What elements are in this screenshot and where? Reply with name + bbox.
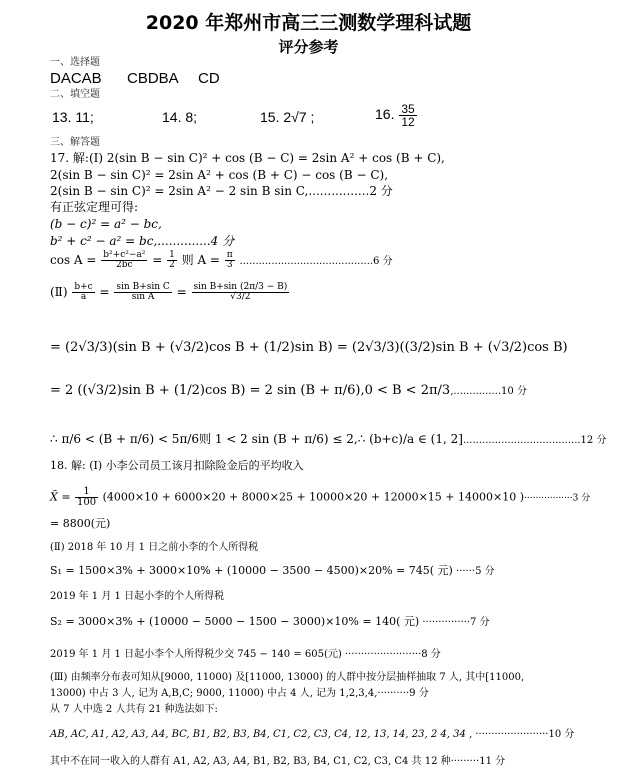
q18-line-11: 从 7 人中选 2 人共有 21 种选法如下: — [50, 704, 218, 715]
half-fraction — [167, 251, 177, 270]
q17-line-5: (b − c)² = a² − bc, — [50, 217, 162, 231]
then-a-equals: 则 A = — [181, 253, 224, 267]
q17-line-11-math: ∴ π/6 < (B + π/6) < 5π/6则 1 < 2 sin (B + π/6) ≤ 2,∴ (b+c)/a ∈ (1, 2] — [50, 432, 463, 446]
fraction-denominator: 3 — [226, 260, 233, 270]
choice-answers-3: CD — [198, 70, 220, 87]
q18-line-12 — [50, 730, 574, 740]
q18-line-4: (Ⅱ) 2018 年 10 月 1 日之前小李的个人所得税 — [50, 542, 259, 553]
fraction-numerator: b+c — [74, 282, 93, 292]
fraction-denominator: sin A — [131, 292, 155, 302]
sin-ratio-fraction — [114, 283, 171, 302]
fraction-numerator: 1 — [169, 250, 175, 260]
equals-sign: = — [152, 253, 167, 267]
score-marker-8: ························8 分 — [341, 649, 441, 660]
section-fill-heading: 二、填空题 — [50, 89, 100, 100]
q17-line-3: 2(sin B − sin C)² = 2sin A² − 2 sin B sin C,................2 分 — [50, 184, 393, 198]
fraction-numerator: 1 — [75, 487, 98, 498]
q17-line-9: = (2√3/3)(sin B + (√3/2)cos B + (1/2)sin B) = (2√3/3)((3/2)sin B + (√3/2)cos B) — [50, 340, 568, 355]
choice-answers-2: CBDBA — [127, 70, 179, 87]
score-marker-10b: ·······················10 分 — [472, 729, 575, 740]
score-marker-6: ..........................................6 分 — [239, 256, 393, 267]
fraction-numerator: sin B+sin C — [116, 282, 170, 292]
fraction-numerator: b²+c²−a² — [103, 250, 146, 260]
cos-a-fraction — [101, 251, 147, 270]
q17-line-11 — [50, 433, 606, 446]
fraction-denominator: 12 — [401, 115, 415, 129]
q17-line-1: 17. 解:(Ⅰ) 2(sin B − sin C)² + cos (B − C) = 2sin A² + cos (B + C), — [50, 151, 445, 165]
sin-sum-fraction — [192, 283, 290, 302]
q17-line-2: 2(sin B − sin C)² = 2sin A² + cos (B + C) − cos (B − C), — [50, 168, 389, 182]
fraction-denominator: 2 — [169, 260, 175, 270]
q18-line-10: 13000) 中占 3 人, 记为 A,B,C; 9000, 11000) 中占 4 人, 记为 1,2,3,4,··········9 分 — [50, 688, 429, 699]
page-title: 2020 年郑州市高三三测数学理科试题 — [145, 12, 472, 34]
q17-line-6: b² + c² − a² = bc,..............4 分 — [50, 234, 235, 248]
q18-line-7 — [50, 616, 490, 628]
one-hundredth-fraction — [75, 487, 98, 508]
q18-line-9: (Ⅲ) 由频率分布表可知从[9000, 11000) 及[11000, 13000) 的人群中按分层抽样抽取 7 人, 其中[11000, — [50, 672, 525, 683]
q17-line-8: (Ⅱ) $\frac{b+c}{a}$ = $\frac{\text{sin B+sin C}}{\text{sin A}}$ = $\frac{\text{sin B+sin (2π/3 − B)}}{√3/2}$ — [50, 282, 288, 302]
fill-answer-13: 13. 11; — [52, 109, 94, 125]
cos-a-label: cos A = — [50, 253, 101, 267]
score-marker-10: ,...............10 分 — [450, 386, 527, 397]
fraction-numerator: 35 — [401, 102, 415, 116]
fill-answer-15: 15. 2√7 ; — [260, 109, 315, 125]
fraction-denominator: a — [80, 292, 87, 302]
tax-difference: 2019 年 1 月 1 日起小李个人所得税少交 745 − 140 = 605(元) — [50, 649, 342, 660]
fill-answer-16-label: 16. — [375, 106, 395, 123]
score-marker-12: .....................................12 分 — [462, 435, 607, 446]
score-marker-5: ······5 分 — [452, 566, 495, 577]
q18-line-1: 18. 解: (Ⅰ) 小李公司员工该月扣除险金后的平均收入 — [50, 459, 304, 472]
page-subtitle: 评分参考 — [278, 38, 339, 56]
fraction-numerator: π — [226, 250, 233, 260]
q18-line-3: = 8800(元) — [50, 517, 111, 530]
fraction-denominator: √3/2 — [230, 292, 251, 302]
mean-symbol: X̄ = — [50, 490, 75, 504]
section-solution-heading: 三、解答题 — [50, 137, 100, 148]
q17-line-7 — [50, 251, 393, 270]
q18-line-5 — [50, 565, 495, 577]
part-ii-label: (Ⅱ) — [50, 285, 68, 299]
section-choice-heading: 一、选择题 — [50, 57, 100, 68]
choice-answers-1: DACAB — [50, 70, 102, 87]
fill-answer-16-fraction — [399, 103, 416, 128]
q18-line-13: 其中不在同一收入的人群有 A1, A2, A3, A4, B1, B2, B3, B4, C1, C2, C3, C4 共 12 种·········11 分 — [50, 756, 506, 767]
q17-line-10-math: = 2 ((√3/2)sin B + (1/2)cos B) = 2 sin (B + π/6),0 < B < 2π/3 — [50, 383, 451, 398]
bc-over-a-fraction — [72, 283, 94, 302]
fraction-denominator: 2bc — [116, 260, 133, 270]
pair-list: AB, AC, A1, A2, A3, A4, BC, B1, B2, B3, B4, C1, C2, C3, C4, 12, 13, 14, 23, 2 4, 34 , — [50, 729, 473, 740]
s1-formula: S₁ = 1500×3% + 3000×10% + (10000 − 3500 − 4500)×20% = 745( 元) — [50, 564, 453, 577]
q17-line-4: 有正弦定理可得: — [50, 200, 139, 214]
mean-sum: (4000×10 + 6000×20 + 8000×25 + 10000×20 + 12000×15 + 14000×10 ) — [102, 490, 525, 504]
score-marker-3: ·················3 分 — [524, 493, 591, 504]
q18-line-6: 2019 年 1 月 1 日起小李的个人所得税 — [50, 591, 225, 602]
s2-formula: S₂ = 3000×3% + (10000 − 5000 − 1500 − 3000)×10% = 140( 元) — [50, 615, 420, 628]
score-marker-7: ···············7 分 — [419, 617, 490, 628]
fraction-numerator: sin B+sin (2π/3 − B) — [193, 282, 288, 292]
q18-line-2 — [50, 487, 590, 508]
q18-line-8 — [50, 650, 441, 660]
pi-third-fraction — [225, 251, 235, 270]
q17-line-10 — [50, 384, 527, 397]
fill-answer-16 — [375, 103, 418, 128]
fill-answer-14: 14. 8; — [162, 109, 198, 125]
fraction-denominator: 100 — [77, 497, 97, 508]
